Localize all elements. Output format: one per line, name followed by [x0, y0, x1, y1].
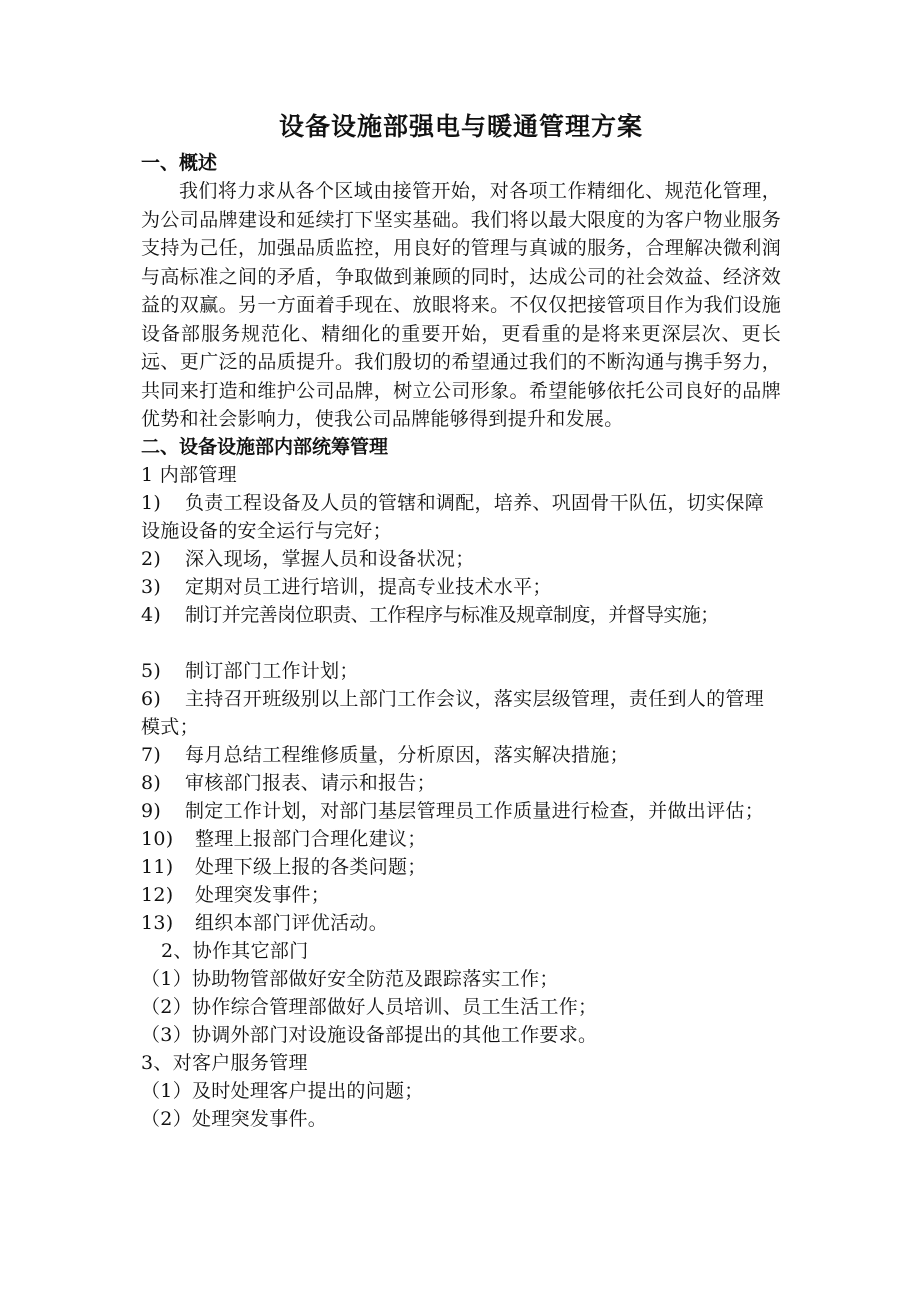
list-item — [141, 909, 781, 937]
list-item — [141, 489, 781, 545]
list-item-number: 12) — [141, 883, 174, 906]
blank-line — [141, 629, 781, 657]
list-item — [141, 601, 781, 629]
list-item: （1）协助物管部做好安全防范及跟踪落实工作； — [141, 967, 559, 990]
list-item-text: 每月总结工程维修质量，分析原因，落实解决措施； — [185, 743, 629, 766]
list-item-number: 6) — [141, 687, 162, 710]
list-item — [141, 797, 781, 825]
list-item-number: 13) — [141, 911, 174, 934]
document-page — [141, 110, 781, 1133]
list-item-number: 10) — [141, 827, 174, 850]
list-item: （2）协作综合管理部做好人员培训、员工生活工作； — [141, 995, 598, 1018]
list-item: （2）处理突发事件。 — [141, 1107, 328, 1130]
list-item-text: 定期对员工进行培训，提高专业技术水平； — [185, 575, 552, 598]
list-item — [141, 825, 781, 853]
list-item-text: 整理上报部门合理化建议； — [195, 827, 427, 850]
subheading-customer-service: 3、对客户服务管理 — [141, 1051, 308, 1074]
section-heading-overview: 一、概述 — [141, 152, 218, 174]
list-item — [141, 769, 781, 797]
list-item: （1）及时处理客户提出的问题； — [141, 1079, 424, 1102]
subheading-cooperate: 2、协作其它部门 — [161, 939, 309, 962]
list-item-text: 组织本部门评优活动。 — [195, 911, 389, 934]
overview-paragraph: 我们将力求从各个区域由接管开始，对各项工作精细化、规范化管理，为公司品牌建设和延续打下坚实基础。我们将以最大限度的为客户物业服务支持为己任，加强品质监控，用良好的管理与真诚的服务，合理解决微利润与高标准之间的矛盾，争取做到兼顾的同时，达成公司的社会效益、经济效益的双赢。另一方面着手现在、放眼将来。不仅仅把接管项目作为我们设施设备部服务规范化、精细化的重要开始，更看重的是将来更深层次、更长远、更广泛的品质提升。我们殷切的希望通过我们的不断沟通与携手努力，共同来打造和维护公司品牌，树立公司形象。希望能够依托公司良好的品牌优势和社会影响力，使我公司品牌能够得到提升和发展。 — [141, 180, 781, 430]
list-item-text: 制订并完善岗位职责、工作程序与标准及规章制度，并督导实施； — [185, 603, 719, 626]
list-item-text: 制定工作计划，对部门基层管理员工作质量进行检查，并做出评估； — [185, 799, 765, 822]
list-item-text: 主持召开班级别以上部门工作会议，落实层级管理，责任到人的管理模式； — [141, 687, 765, 738]
list-item-number: 3) — [141, 575, 162, 598]
list-item-text: 制订部门工作计划； — [185, 659, 359, 682]
list-item-number: 11) — [141, 855, 174, 878]
document-title: 设备设施部强电与暖通管理方案 — [278, 112, 643, 141]
list-item-number: 9) — [141, 799, 162, 822]
list-item — [141, 881, 781, 909]
list-item — [141, 545, 781, 573]
list-item-text: 深入现场，掌握人员和设备状况； — [185, 547, 475, 570]
list-item-text: 处理突发事件； — [195, 883, 331, 906]
list-item-number: 5) — [141, 659, 162, 682]
list-item — [141, 853, 781, 881]
list-item-number: 1) — [141, 491, 162, 514]
list-item: （3）协调外部门对设施设备部提出的其他工作要求。 — [141, 1023, 598, 1046]
list-item-text: 处理下级上报的各类问题； — [195, 855, 427, 878]
list-item — [141, 685, 781, 741]
list-item — [141, 741, 781, 769]
subheading-internal: 1 内部管理 — [141, 463, 237, 486]
list-item — [141, 657, 781, 685]
list-item-number: 7) — [141, 743, 162, 766]
list-item-number: 2) — [141, 547, 162, 570]
list-item-number: 4) — [141, 603, 162, 626]
section-heading-internal-management: 二、设备设施部内部统筹管理 — [141, 435, 389, 458]
list-item — [141, 573, 781, 601]
list-item-text: 负责工程设备及人员的管辖和调配，培养、巩固骨干队伍，切实保障设施设备的安全运行与完好； — [141, 491, 765, 542]
list-item-number: 8) — [141, 771, 162, 794]
list-item-text: 审核部门报表、请示和报告； — [185, 771, 436, 794]
